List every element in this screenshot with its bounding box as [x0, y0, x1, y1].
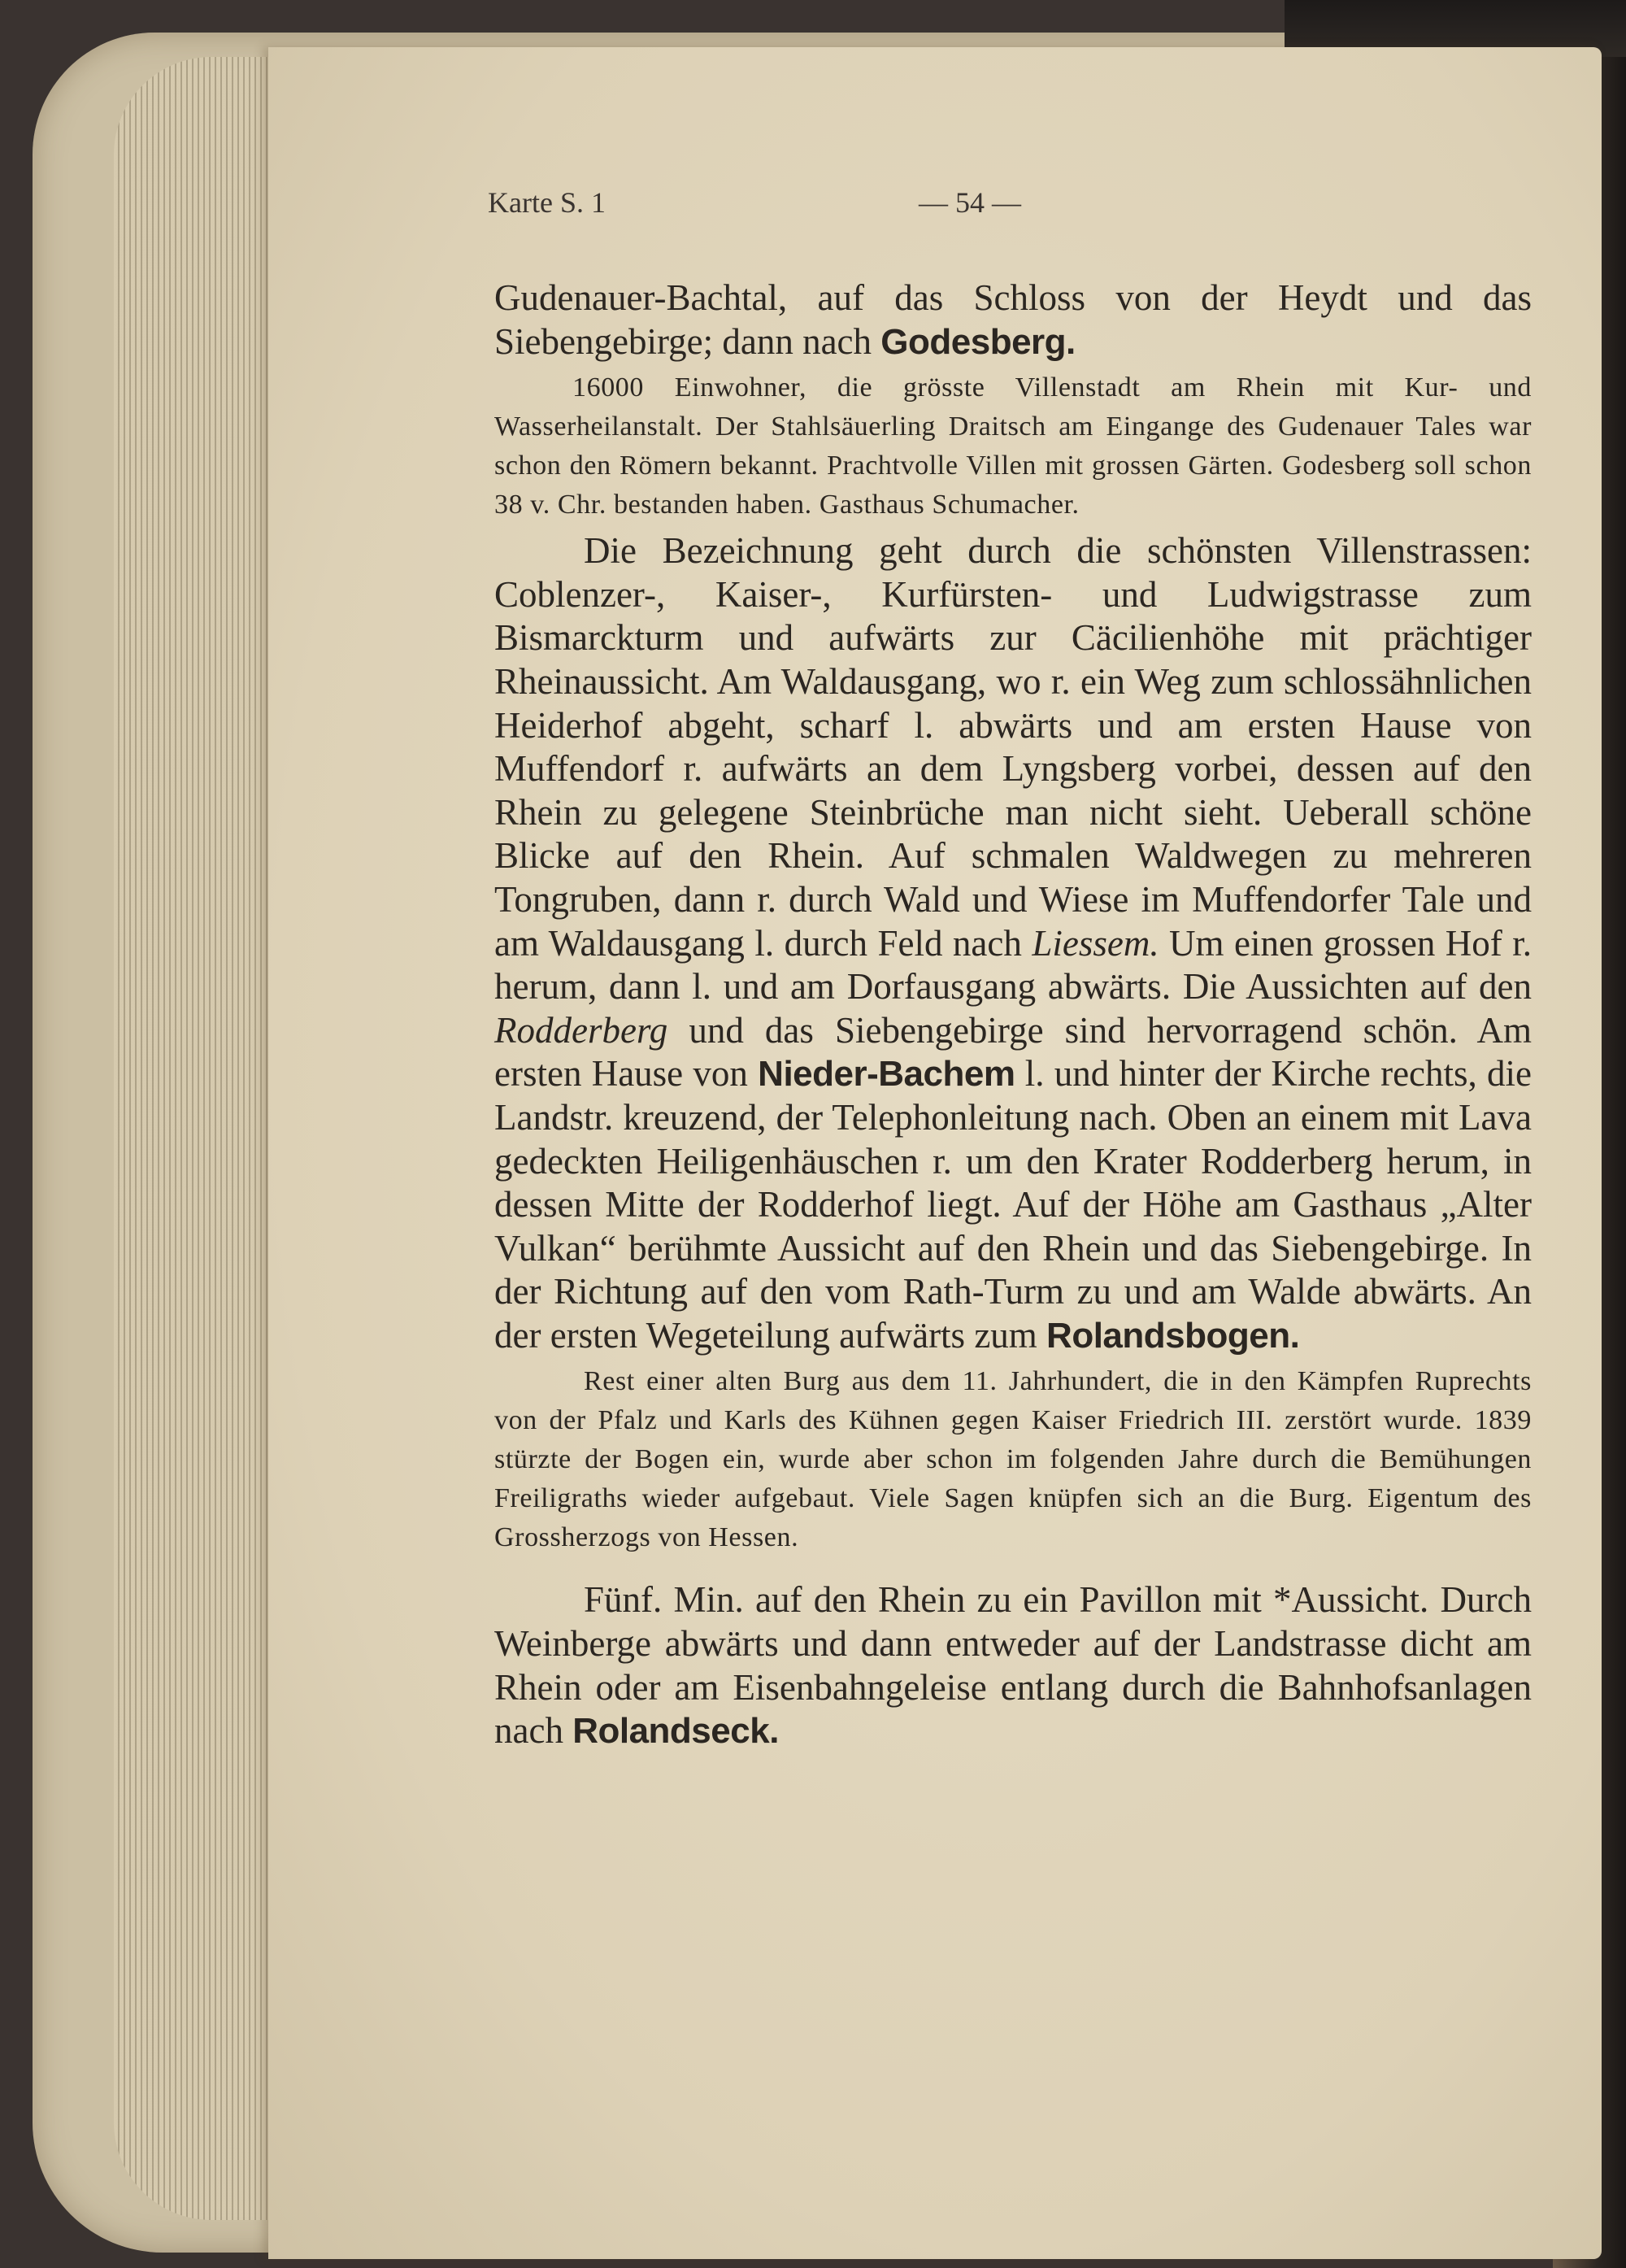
paragraph-2-text-a: Die Bezeichnung geht durch die schönsten Villenstrassen: Coblenzer-, Kaiser-, Kurfürsten- und Ludwigstrasse zum Bismarckturm und aufwärts zur Cäcilienhöhe mit prächtiger Rheinaussicht. Am Waldausgang, wo r. ein Weg zum schlossähnlichen Heiderhof abgeht, scharf l. abwärts und am ersten Hause von Muffendorf r. aufwärts an dem Lyngsberg vorbei, dessen auf den Rhein zu gelegene Steinbrüche man nicht sieht. Ueberall schöne Blicke auf den Rhein. Auf schmalen Waldwegen zu mehreren Tongruben, dann r. durch Wald und Wiese im Muffendorfer Tale und am Waldausgang l. durch Feld nach	[494, 530, 1532, 964]
place-rodderberg: Rodderberg	[494, 1009, 668, 1051]
paragraph-3-text: Fünf. Min. auf den Rhein zu ein Pavillon mit *Aussicht. Durch Weinberge abwärts und dann entweder auf der Landstrasse dicht am Rhein oder am Eisenbahngeleise entlang durch die Bahnhofsanlagen nach	[494, 1579, 1532, 1752]
place-rolandseck: Rolandseck.	[572, 1711, 779, 1752]
paragraph-3	[494, 1578, 1532, 1752]
note-godesberg: 16000 Einwohner, die grösste Villenstadt am Rhein mit Kur- und Wasserheilanstalt. Der Stahlsäuerling Draitsch am Eingange des Gudenauer Tales war schon den Römern bekannt. Prachtvolle Villen mit grossen Gärten. Godesberg soll schon 38 v. Chr. bestanden haben. Gasthaus Schumacher.	[494, 372, 1532, 520]
place-godesberg: Godesberg.	[880, 321, 1076, 362]
place-nieder-bachem: Nieder-Bachem	[758, 1054, 1015, 1095]
page-body	[494, 276, 1532, 1753]
page-edges	[114, 57, 285, 2220]
note-rolandsbogen: Rest einer alten Burg aus dem 11. Jahrhundert, die in den Kämpfen Ruprechts von der Pfalz und Karls des Kühnen gegen Kaiser Friedrich III. zerstört wurde. 1839 stürzte der Bogen ein, wurde aber schon im folgenden Jahre durch die Bemühungen Freiligraths wieder aufgebaut. Viele Sagen knüpfen sich an die Burg. Eigentum des Grossherzogs von Hessen.	[494, 1366, 1532, 1553]
map-reference: Karte S. 1	[488, 186, 606, 219]
page-header	[488, 185, 1528, 234]
paragraph-2	[494, 529, 1532, 1357]
page-number: — 54 —	[919, 186, 1021, 219]
paragraph-1	[494, 276, 1532, 363]
paragraph-2-text-e: und das Siebengebirge sind hervorragend schön. Am ersten Hause von	[494, 1009, 1532, 1095]
place-liessem: Liessem.	[1032, 922, 1159, 964]
paragraph-2-text-g: l. und hinter der Kirche rechts, die Landstr. kreuzend, der Telephonleitung nach. Oben an einem mit Lava gedeckten Heiligenhäuschen r. um den Krater Rodderberg herum, in dessen Mitte der Rodderhof liegt. Auf der Höhe am Gasthaus „Alter Vulkan“ berühmte Aussicht auf den Rhein und das Siebengebirge. In der Richtung auf den vom Rath-Turm zu und am Walde abwärts. An der ersten Wegeteilung aufwärts zum	[494, 1053, 1533, 1356]
paragraph-2-text-c: Um einen grossen Hof r. herum, dann l. und am Dorfausgang abwärts. Die Aussichten auf den	[494, 922, 1532, 1008]
paragraph-1-text: Gudenauer-Bachtal, auf das Schloss von der Heydt und das Siebengebirge; dann nach	[494, 277, 1532, 362]
place-rolandsbogen: Rolandsbogen.	[1046, 1315, 1300, 1356]
